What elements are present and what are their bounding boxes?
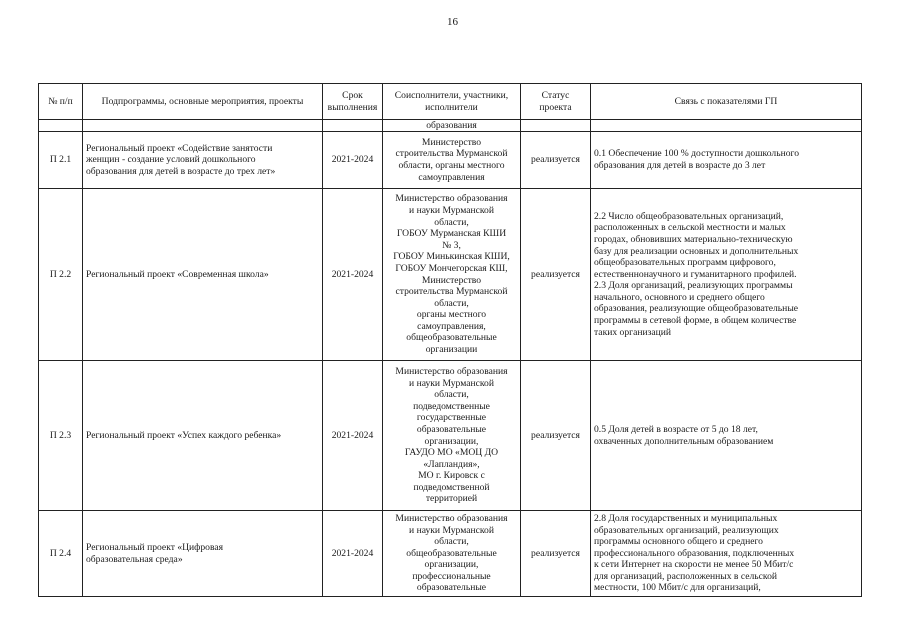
row-num: П 2.4 [39,511,83,597]
table-row [39,361,862,511]
header-executors: Соисполнители, участники, исполнители [383,84,521,120]
continuation-link [591,120,862,132]
page-number: 16 [447,16,458,28]
row-indicators: 0.1 Обеспечение 100 % доступности дошкольного образования для детей в возрасте до 3 лет [591,132,862,189]
row-executors: Министерство образования и науки Мурманской области, ГОБОУ Мурманская КШИ № 3, ГОБОУ Минькинская КШИ, ГОБОУ Мончегорская КШ, Министерство строительства Мурманской области, органы местного самоуправления, общеобразовательные организации [383,189,521,361]
row-term: 2021-2024 [323,361,383,511]
row-executors: Министерство образования и науки Мурманской области, общеобразовательные организации, профессиональные образовательные [383,511,521,597]
row-num: П 2.3 [39,361,83,511]
row-name: Региональный проект «Содействие занятости женщин - создание условий дошкольного образования для детей в возрасте до трех лет» [83,132,323,189]
continuation-executors: образования [383,120,521,132]
row-indicators: 2.8 Доля государственных и муниципальных образовательных организаций, реализующих программы основного общего и среднего профессионального образования, подключенных к сети Интернет на скорости не менее 50 Мбит/с для организаций, расположенных в сельской местности, 100 Мбит/с для организаций, [591,511,862,597]
row-status: реализуется [521,189,591,361]
row-num: П 2.2 [39,189,83,361]
header-num: № п/п [39,84,83,120]
continuation-num [39,120,83,132]
row-indicators: 0.5 Доля детей в возрасте от 5 до 18 лет, охваченных дополнительным образованием [591,361,862,511]
row-term: 2021-2024 [323,189,383,361]
table-row [39,189,862,361]
table-header-row [39,84,862,120]
row-num: П 2.1 [39,132,83,189]
header-link: Связь с показателями ГП [591,84,862,120]
continuation-name [83,120,323,132]
row-name: Региональный проект «Успех каждого ребенка» [83,361,323,511]
row-name: Региональный проект «Современная школа» [83,189,323,361]
row-executors: Министерство строительства Мурманской области, органы местного самоуправления [383,132,521,189]
header-name: Подпрограммы, основные мероприятия, проекты [83,84,323,120]
row-term: 2021-2024 [323,511,383,597]
table-row [39,511,862,597]
row-executors: Министерство образования и науки Мурманской области, подведомственные государственные образовательные организации, ГАУДО МО «МОЦ ДО «Лапландия», МО г. Кировск с подведомственной территорией [383,361,521,511]
continuation-term [323,120,383,132]
header-status: Статус проекта [521,84,591,120]
row-term: 2021-2024 [323,132,383,189]
continuation-status [521,120,591,132]
row-status: реализуется [521,132,591,189]
table-row [39,132,862,189]
row-name: Региональный проект «Цифровая образовательная среда» [83,511,323,597]
continuation-row [39,120,862,132]
program-table [38,83,862,597]
row-status: реализуется [521,361,591,511]
row-indicators: 2.2 Число общеобразовательных организаций, расположенных в сельской местности и малых городах, обновивших материально-техническую базу для реализации основных и дополнительных общеобразовательных программ цифрового, естественнонаучного и гуманитарного профилей. 2.3 Доля организаций, реализующих программы начального, основного и среднего общего образования, реализующие общеобразовательные программы в сетевой форме, в общем количестве таких организаций [591,189,862,361]
header-term: Срок выполнения [323,84,383,120]
row-status: реализуется [521,511,591,597]
